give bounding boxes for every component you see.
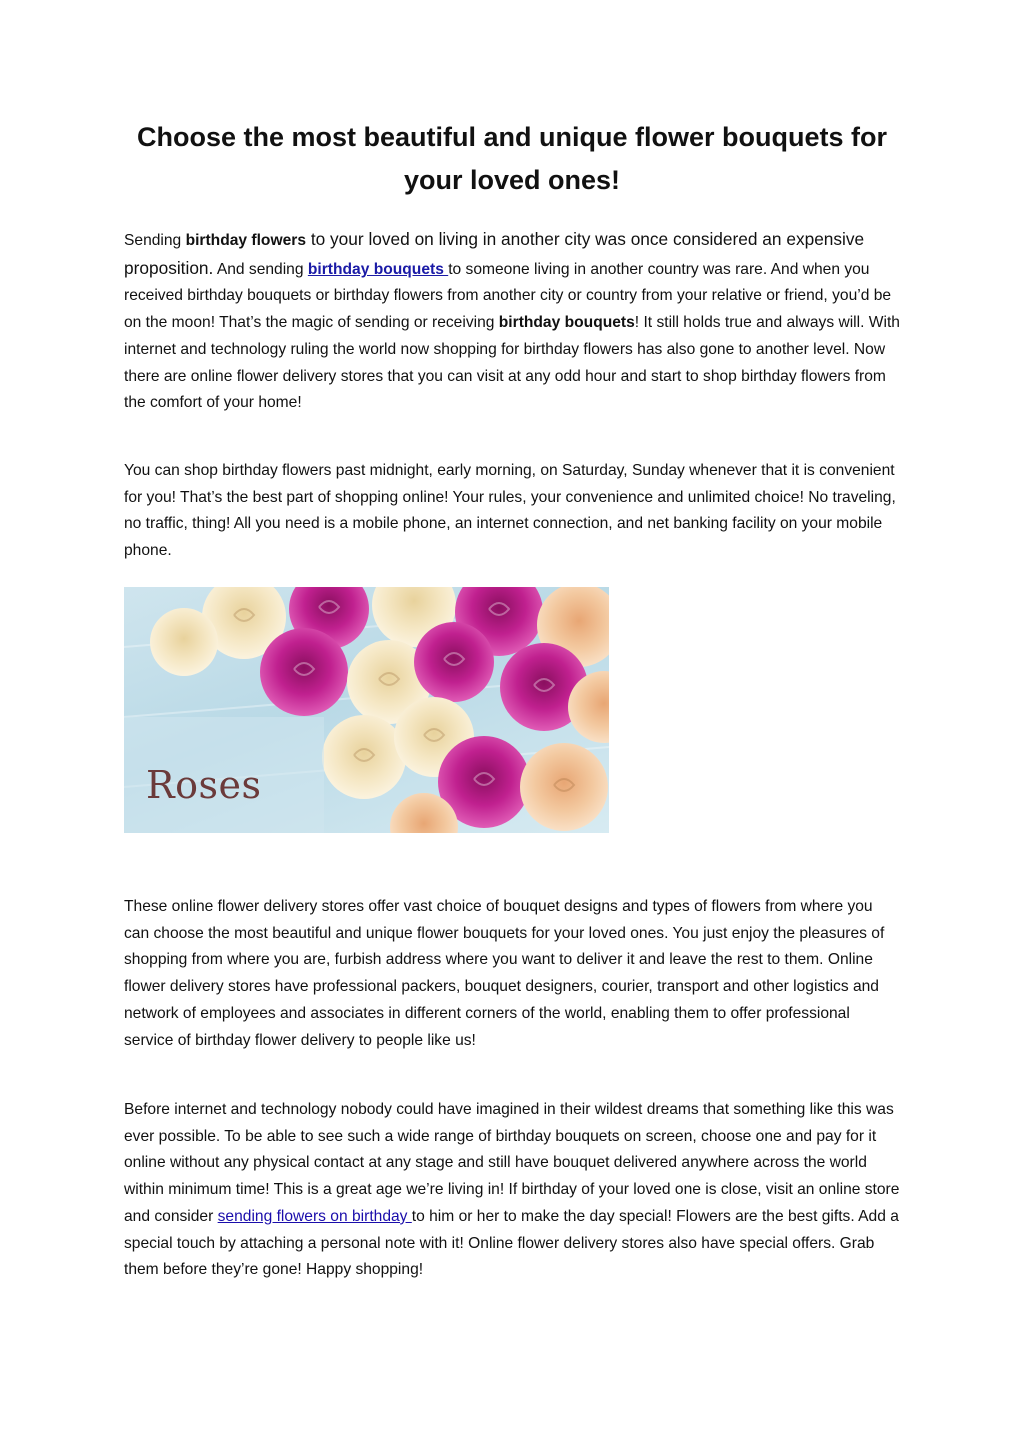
intro-text-1: Sending [124, 232, 186, 249]
closing-text-2: to him or her to make the day special! Flowers are the best gifts. Add a special touch by attaching a personal note with it! Online flower delivery stores also have special offers. Grab them before they’re gone! Happy shopping! [124, 1207, 899, 1279]
intro-text-5: ! It still holds true and always will. With internet and technology ruling the world now shopping for birthday flowers has also gone to another level. Now there are online flower delivery stores that you can visit at any odd hour and start to shop birthday flowers from the comfort of your home! [124, 314, 900, 412]
birthday-bouquets-link[interactable]: birthday bouquets [307, 260, 449, 278]
paragraph-intro [124, 226, 902, 417]
roses-image [124, 587, 609, 833]
paragraph-stores: These online flower delivery stores offer vast choice of bouquet designs and types of flowers from where you can choose the most beautiful and unique flower bouquets for your loved ones. You just enjoy the pleasures of shopping from where you are, furbish address where you want to deliver it and leave the rest to them. Online flower delivery stores have professional packers, bouquet designers, courier, transport and other logistics and network of employees and associates in different corners of the world, enabling them to offer professional service of birthday flower delivery to people like us! [124, 898, 885, 1049]
intro-text-4: to someone living in another country was rare. And when you received birthday bouquets or birthday flowers from another city or country from your relative or friend, you’d be on the moon! That’s the magic of sending or receiving [124, 260, 892, 332]
paragraph-closing [124, 1097, 902, 1284]
intro-text-2: to your loved on living in another city was once considered an expensive proposition. [124, 229, 865, 278]
closing-text-1: Before internet and technology nobody could have imagined in their wildest dreams that something like this was ever possible. To be able to see such a wide range of birthday bouquets on screen, choose one and pay for it online without any physical contact at any stage and still have bouquet delivered anywhere across the world within minimum time! This is a great age we’re living in! If birthday of your loved one is close, visit an online store and consider [124, 1101, 900, 1225]
bold-birthday-flowers: birthday flowers [185, 232, 307, 249]
paragraph-shopping: You can shop birthday flowers past midnight, early morning, on Saturday, Sunday whenever that it is convenient for you! That’s the best part of shopping online! Your rules, your convenience and unlimited choice! No traveling, no traffic, thing! All you need is a mobile phone, an internet connection, and net banking facility on your mobile phone. [124, 462, 896, 560]
image-caption: Roses [146, 763, 262, 807]
intro-text-3: And sending [213, 260, 308, 278]
page-title: Choose the most beautiful and unique flower bouquets for your loved ones! [136, 122, 887, 195]
sending-flowers-link[interactable]: sending flowers on birthday [217, 1207, 412, 1225]
bold-birthday-bouquets: birthday bouquets [498, 314, 635, 332]
